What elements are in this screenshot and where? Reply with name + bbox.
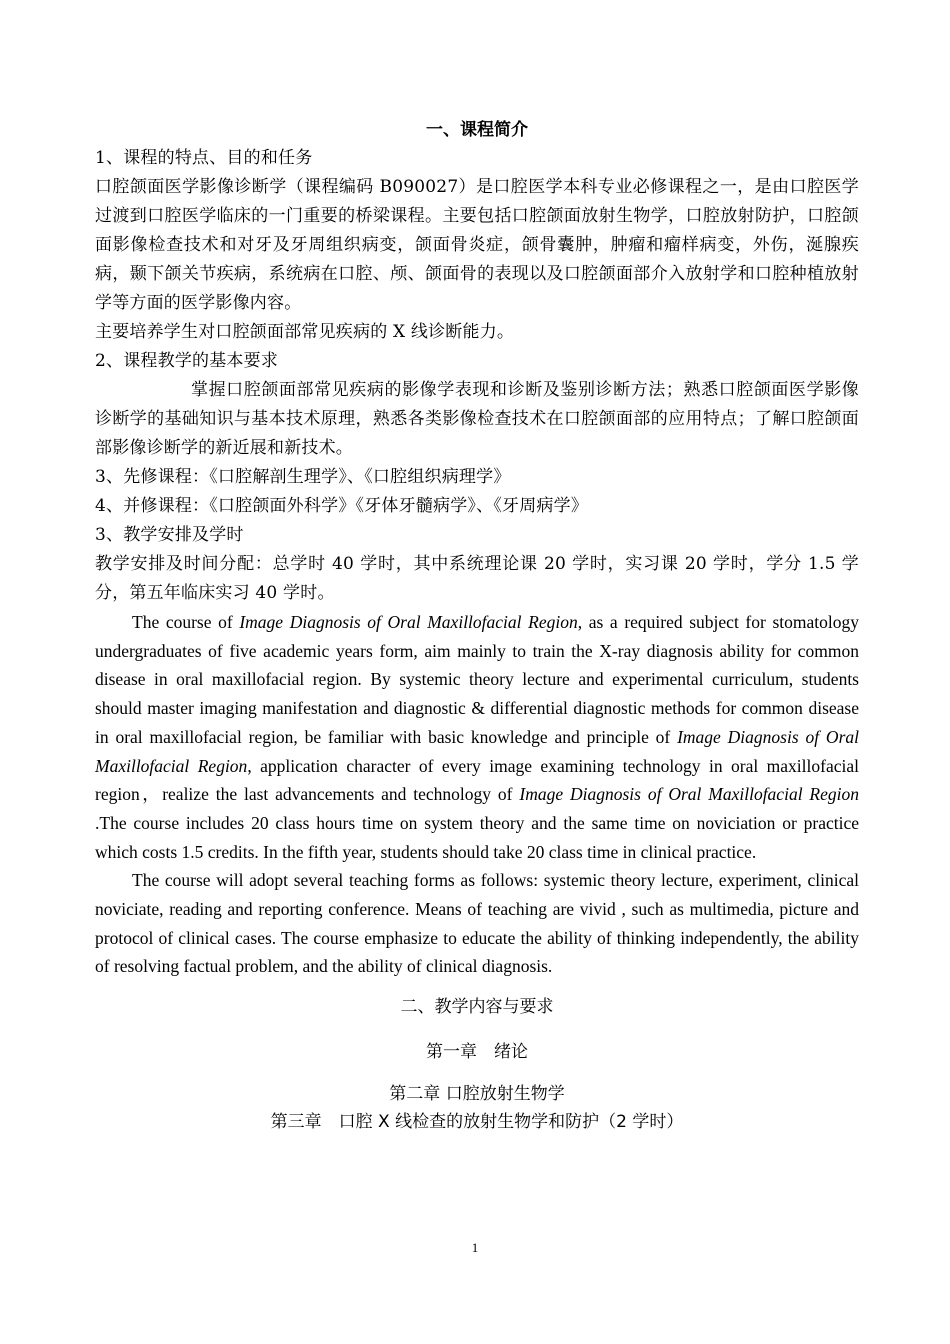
prerequisite-courses: 3、先修课程：《口腔解剖生理学》、《口腔组织病理学》: [95, 467, 511, 487]
page-number: 1: [471, 1240, 479, 1255]
english-paragraph-2: The course will adopt several teaching forms as follows: systemic theory lecture, experiment, clinical noviciate, reading and reporting conference. Means of teaching are vivid , such as multimedia, picture and protocol of clinical cases. The course emphasize to educate the ability of thinking independently, the ability of resolving factual problem, and the ability of clinical diagnosis.: [95, 870, 859, 977]
item1-paragraph: 口腔颌面医学影像诊断学（课程编码 B090027）是口腔医学本科专业必修课程之一，是由口腔医学过渡到口腔医学临床的一门重要的桥梁课程。主要包括口腔颌面放射生物学，口腔放射防护，口腔颌面影像检查技术和对牙及牙周组织病变，颌面骨炎症，颌骨囊肿，肿瘤和瘤样病变，外伤，涎腺疾病，颞下颌关节疾病，系统病在口腔、颅、颌面骨的表现以及口腔颌面部介入放射学和口腔种植放射学等方面的医学影像内容。: [95, 177, 859, 313]
item5-title: 3、教学安排及学时: [95, 525, 244, 545]
document-page: [95, 116, 859, 1137]
chapter-2-title: 第二章 口腔放射生物学: [389, 1084, 565, 1105]
section1-title: 一、课程简介: [426, 120, 528, 140]
english-paragraph-1: The course of Image Diagnosis of Oral Maxillofacial Region, as a required subject for stomatology undergraduates of five academic years form, aim mainly to train the X-ray diagnosis ability for common disease in oral maxillofacial region. By systemic theory lecture and experimental curriculum, students should master imaging manifestation and diagnostic & differential diagnostic methods for common disease in oral maxillofacial region, be familiar with basic knowledge and principle of Image Diagnosis of Oral Maxillofacial Region, application character of every image examining technology in oral maxillofacial region，realize the last advancements and technology of Image Diagnosis of Oral Maxillofacial Region .The course includes 20 class hours time on system theory and the same time on noviciation or practice which costs 1.5 credits. In the fifth year, students should take 20 class time in clinical practice.: [95, 612, 859, 862]
section2-title: 二、教学内容与要求: [400, 997, 554, 1018]
chapter-1-title: 第一章 绪论: [426, 1042, 528, 1063]
item2-paragraph: 掌握口腔颌面部常见疾病的影像学表现和诊断及鉴别诊断方法；熟悉口腔颌面医学影像诊断学的基础知识与基本技术原理，熟悉各类影像检查技术在口腔颌面部的应用特点；了解口腔颌面部影像诊断学的新近展和新技术。: [95, 380, 859, 458]
item2-title: 2、课程教学的基本要求: [95, 351, 279, 371]
corequisite-courses: 4、并修课程：《口腔颌面外科学》《牙体牙髓病学》、《牙周病学》: [95, 496, 589, 516]
chapter-3-title: 第三章 口腔 X 线检查的放射生物学和防护（2 学时）: [270, 1112, 684, 1133]
item1-title: 1、课程的特点、目的和任务: [95, 148, 313, 168]
item1-paragraph-2: 主要培养学生对口腔颌面部常见疾病的 X 线诊断能力。: [95, 322, 515, 342]
item5-paragraph: 教学安排及时间分配：总学时 40 学时，其中系统理论课 20 学时，实习课 20 学时，学分 1.5 学分，第五年临床实习 40 学时。: [95, 554, 859, 603]
